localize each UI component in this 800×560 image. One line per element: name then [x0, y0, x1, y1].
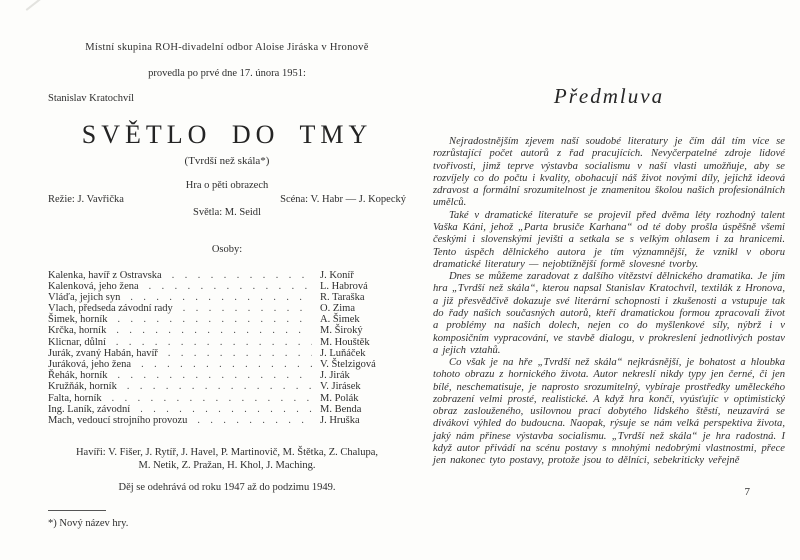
actor-name: J. Luňáček — [320, 347, 366, 359]
dot-leader — [172, 270, 312, 281]
dot-leader — [140, 404, 312, 415]
actor-name: V. Štelzigová — [320, 359, 376, 371]
actor-name: O. Zima — [320, 303, 355, 315]
credit-lights: Světla: M. Seidl — [193, 207, 261, 219]
preface-paragraph: Co však je na hře „Tvrdší než skála“ nejkrásnější, je bohatost a hloubka tohoto obrazu z hornického života. Autor nekreslí nikdy typy jen černé, či jen bílé, neschematisuje, je naprosto srozumitelný, vybíraje prostředky uměleckého zobrazení velmi prosté, realistické. A když hra končí, vyúsťujíc v optimistický obraz zaslouženého, usilovnou prací dobytého lidského štěstí, neuzavírá se divákovi výhled do budoucna. Naopak, rýsuje se nám velká perspektiva života, jaký nám přinese výstavba socialismu. „Tvrdší než skála“ je hra radostná. I když autor přivádí na scénu postavy s mnohými nedobrými vlastnostmi, přece jen nakonec tyto postavy, protože jsou to dělníci, sebekriticky veřejně — [433, 357, 785, 467]
preface-title: Předmluva — [553, 84, 665, 108]
cast-row — [48, 393, 406, 404]
author-name: Stanislav Kratochvíl — [48, 93, 135, 105]
role-name: Řehák, horník — [48, 370, 108, 382]
dot-leader — [149, 281, 312, 292]
role-name: Kalenková, jeho žena — [48, 280, 139, 292]
role-name: Ing. Laník, závodní — [48, 403, 131, 415]
role-name: Šimek, horník — [48, 314, 108, 326]
dot-leader — [183, 303, 312, 314]
cast-row — [48, 381, 406, 392]
cast-row — [48, 281, 406, 292]
miners-note — [48, 446, 406, 472]
cast-row — [48, 303, 406, 314]
page-number: 7 — [744, 486, 750, 498]
cast-row — [48, 325, 406, 336]
play-form: Hra o pěti obrazech — [185, 180, 269, 192]
actor-name: M. Široký — [320, 325, 363, 337]
preface-paragraph: Dnes se můžeme zaradovat z dalšího vítězství dělnického dramatika. Je jím hra „Tvrdší než skála“, kterou napsal Stanislav Kratochvíl, textilák z Hronova, a již přesvědčivě dokazuje své literární schopnosti i zkušenosti a vstupuje tak do řady našich současných autorů, kteří dramatickou formou zpracovali život a problémy na našich dolech, nejen co do myšlenkové síly, nýbrž i v komposičním vypracování, ve stavbě dialogu, v prokreslení jednotlivých postav a jejich vztahů. — [433, 271, 785, 356]
role-name: Klicnar, důlní — [48, 336, 106, 348]
production-note-line2: provedla po prvé dne 17. února 1951: — [148, 67, 306, 79]
footnote: *) Nový název hry. — [48, 518, 129, 529]
cast-list — [48, 270, 406, 427]
cast-row — [48, 314, 406, 325]
miners-note-line2: M. Netik, Z. Pražan, H. Khol, J. Maching. — [138, 460, 316, 472]
actor-name: R. Taraška — [320, 291, 365, 303]
production-note-line1: Místní skupina ROH-divadelní odbor Aloise Jiráska v Hronově — [85, 42, 369, 53]
role-name: Falta, horník — [48, 392, 102, 404]
actor-name: J. Jirák — [320, 370, 350, 382]
cast-row — [48, 337, 406, 348]
role-name: Juráková, jeho žena — [48, 359, 132, 371]
actor-name: M. Benda — [320, 403, 362, 415]
cast-row — [48, 292, 406, 303]
preface-body — [433, 136, 785, 468]
dot-leader — [112, 393, 312, 404]
cast-row — [48, 370, 406, 381]
play-title: SVĚTLO DO TMY — [81, 119, 373, 149]
preface-paragraph: Také v dramatické literatuře se projevil před dvěma léty rozhodný talent Vaška Káni, jehož „Parta brusiče Karhana“ od té doby prošla úspěšně všemi českými i slovenskými jevišti a setkala se s velkým ohlasem i za hranicemi. Tento úspěch dělnického autora je tím významnější, že vznikl v oboru dramatické literatury — nejobtížnější formě slovesné tvorby. — [433, 209, 785, 270]
dot-leader — [168, 348, 312, 359]
dot-leader — [130, 292, 312, 303]
cast-row — [48, 270, 406, 281]
role-name: Vlach, předseda závodní rady — [48, 303, 173, 315]
dot-leader — [118, 370, 313, 381]
credit-direction: Režie: J. Vavřička — [48, 193, 124, 205]
dot-leader — [127, 381, 312, 392]
role-name: Kružňák, horník — [48, 381, 117, 393]
role-name: Jurák, zvaný Habán, havíř — [48, 347, 158, 359]
miners-note-line1: Havíři: V. Fišer, J. Rytíř, J. Havel, P. Martinovič, M. Štětka, Z. Chalupa, — [75, 447, 379, 459]
left-page — [48, 42, 406, 531]
dot-leader — [116, 325, 312, 336]
dot-leader — [197, 415, 312, 426]
role-name: Mach, vedoucí strojního provozu — [48, 414, 188, 426]
role-name: Kalenka, havíř z Ostravska — [48, 269, 162, 281]
actor-name: V. Jirásek — [320, 381, 361, 393]
actor-name: M. Houštěk — [320, 336, 370, 348]
actor-name: J. Hruška — [320, 414, 360, 426]
dot-leader — [141, 359, 312, 370]
cast-row — [48, 359, 406, 370]
dot-leader — [118, 314, 313, 325]
cast-row — [48, 415, 406, 426]
footnote-rule — [48, 510, 106, 511]
role-name: Krčka, horník — [48, 325, 107, 337]
scan-artifact — [26, 0, 43, 11]
role-name: Vláďa, jejich syn — [48, 291, 121, 303]
actor-name: L. Habrová — [320, 280, 368, 292]
dot-leader — [116, 337, 312, 348]
actor-name: J. Koníř — [320, 269, 354, 281]
actor-name: A. Šimek — [320, 314, 360, 326]
preface-paragraph: Nejradostnějším zjevem naší soudobé literatury je čím dál tím více se rozrůstající počet autorů z řad pracujících. Nevyčerpatelné zdroje lidové tvořivosti, jimž teprve výstavba socialismu v naší vlasti umožňuje, aby se rozvíjely co do počtu i kvality, obohacují náš život novými díly, jejichž ideová zdravost a formální srozumitelnost je znamenitou školou našich profesionálních umělců. — [433, 136, 785, 209]
cast-heading: Osoby: — [211, 243, 243, 255]
credit-scene: Scéna: V. Habr — J. Kopecký — [280, 193, 406, 205]
actor-name: M. Polák — [320, 392, 359, 404]
credits-row — [48, 194, 406, 207]
cast-row — [48, 404, 406, 415]
play-subtitle: (Tvrdší než skála*) — [184, 154, 270, 167]
cast-row — [48, 348, 406, 359]
right-page — [433, 84, 785, 468]
setting-note: Děj se odehrává od roku 1947 až do podzimu 1949. — [118, 482, 336, 494]
